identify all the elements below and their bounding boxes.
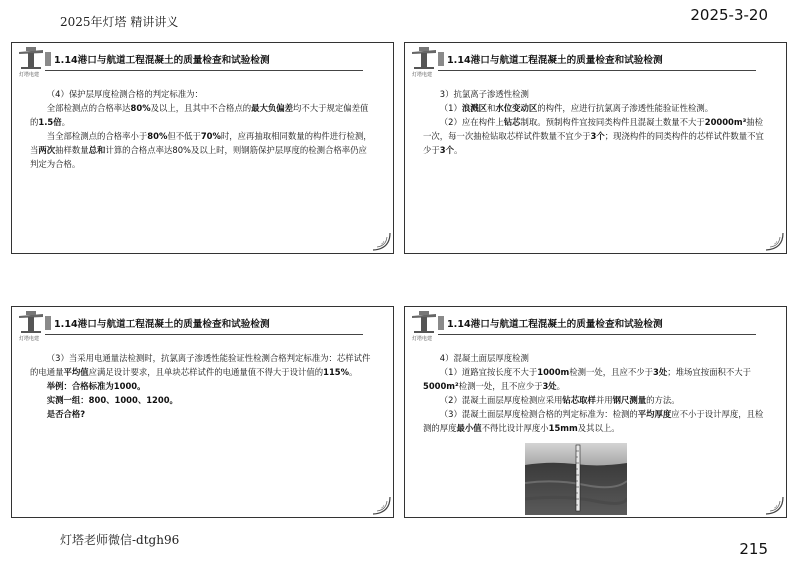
slide-2 bbox=[404, 42, 787, 254]
lighthouse-logo-icon bbox=[410, 310, 438, 344]
paragraph bbox=[30, 393, 375, 407]
text-run: （1） bbox=[439, 103, 462, 113]
logo-text: 灯塔电建 bbox=[19, 336, 40, 342]
page-curl-icon bbox=[369, 229, 391, 251]
text-run: （4）保护层厚度检测合格的判定标准为： bbox=[46, 89, 203, 99]
text-run: 钻芯取样 bbox=[562, 395, 596, 405]
text-run: （3）当采用电通量法检测时，抗氯离子渗透性能验证性检测合格判定标准为：芯样试件的电通量 bbox=[30, 353, 371, 377]
text-run: 。 bbox=[61, 117, 70, 127]
text-run: （3）混凝土面层厚度检测合格的判定标准为：检测的 bbox=[439, 409, 638, 419]
text-run: 应满足设计要求，且单块芯样试件的电通量值不得大于设计值的 bbox=[88, 367, 324, 377]
text-run: 和 bbox=[487, 103, 496, 113]
text-run: 平均值 bbox=[63, 367, 89, 377]
title-underline bbox=[45, 334, 363, 335]
text-run: （1）道路宜按长度不大于 bbox=[439, 367, 538, 377]
text-run: 钢尺测量 bbox=[612, 395, 647, 405]
slide-title: 1.14港口与航道工程混凝土的质量检查和试验检测 bbox=[447, 319, 663, 330]
paragraph bbox=[30, 379, 375, 393]
paragraph bbox=[423, 407, 768, 435]
lighthouse-logo-icon bbox=[17, 46, 45, 80]
logo-text: 灯塔电建 bbox=[412, 336, 433, 342]
slide-body bbox=[423, 87, 768, 157]
text-run: 两次 bbox=[38, 145, 56, 155]
text-run: 并用 bbox=[595, 395, 613, 405]
text-run: 应不小于设计厚度，且检测的厚度 bbox=[423, 409, 764, 433]
text-run: 3处 bbox=[542, 381, 557, 391]
text-run: 及以上，且其中不合格点的 bbox=[150, 103, 252, 113]
text-run: 1000m bbox=[537, 367, 570, 377]
page-header-date: 2025-3-20 bbox=[690, 6, 768, 24]
page-curl-icon bbox=[762, 229, 784, 251]
text-run: 3个 bbox=[590, 131, 605, 141]
paragraph bbox=[30, 407, 375, 421]
logo-text: 灯塔电建 bbox=[412, 72, 433, 78]
title-underline bbox=[45, 70, 363, 71]
title-accent-bar bbox=[438, 316, 444, 330]
text-run: （2）混凝土面层厚度检测应采用 bbox=[439, 395, 563, 405]
text-run: 当全部检测点的合格率小于 bbox=[46, 131, 148, 141]
text-run: 水位变动区 bbox=[495, 103, 538, 113]
text-run: 检测一处，且不应少于 bbox=[458, 381, 543, 391]
logo-text: 灯塔电建 bbox=[19, 72, 40, 78]
text-run: 20000m³ bbox=[704, 117, 747, 127]
text-run: 但不低于 bbox=[167, 131, 201, 141]
text-run: 15mm bbox=[548, 423, 578, 433]
text-run: 平均厚度 bbox=[637, 409, 672, 419]
title-accent-bar bbox=[438, 52, 444, 66]
page-curl-icon bbox=[369, 493, 391, 515]
slide-title: 1.14港口与航道工程混凝土的质量检查和试验检测 bbox=[54, 319, 270, 330]
title-accent-bar bbox=[45, 316, 51, 330]
paragraph bbox=[30, 129, 375, 171]
paragraph bbox=[423, 115, 768, 157]
text-run: 3处 bbox=[653, 367, 668, 377]
ruler-core-photo bbox=[525, 443, 627, 515]
text-run: 浪溅区 bbox=[461, 103, 488, 113]
text-run: 。 bbox=[349, 367, 358, 377]
title-accent-bar bbox=[45, 52, 51, 66]
text-run: 最小值 bbox=[456, 423, 482, 433]
paragraph bbox=[423, 393, 768, 407]
paragraph bbox=[30, 351, 375, 379]
title-underline bbox=[438, 334, 756, 335]
slide-4 bbox=[404, 306, 787, 518]
page-header-title: 2025年灯塔 精讲讲义 bbox=[60, 15, 179, 29]
text-run: 80% bbox=[130, 103, 151, 113]
text-run: 抽检一次，每一次抽检钻取芯样试件数量不宜少于 bbox=[423, 117, 764, 141]
text-run: 不得比设计厚度小 bbox=[481, 423, 549, 433]
text-run: 抽样数量 bbox=[55, 145, 89, 155]
text-run: 总和 bbox=[88, 145, 106, 155]
lighthouse-logo-icon bbox=[410, 46, 438, 80]
paragraph bbox=[423, 101, 768, 115]
text-run: 70% bbox=[200, 131, 221, 141]
paragraph bbox=[423, 351, 768, 365]
footer-contact: 灯塔老师微信-dtgh96 bbox=[60, 533, 180, 547]
text-run: ；堆场宜按面积不大于 bbox=[667, 367, 751, 377]
slide-3 bbox=[11, 306, 394, 518]
paragraph bbox=[30, 87, 375, 101]
text-run: 5000m² bbox=[423, 381, 459, 391]
text-run: 全部检测点的合格率达 bbox=[46, 103, 131, 113]
paragraph bbox=[423, 365, 768, 393]
text-run: 。 bbox=[453, 145, 463, 155]
text-run: 制取。预制构件宜按同类构件且混凝土数量不大于 bbox=[520, 117, 705, 127]
text-run: 的方法。 bbox=[646, 395, 680, 405]
text-run: （2）应在构件上 bbox=[439, 117, 504, 127]
slide-1 bbox=[11, 42, 394, 254]
slide-title: 1.14港口与航道工程混凝土的质量检查和试验检测 bbox=[54, 55, 270, 66]
text-run: 及其以上。 bbox=[577, 423, 620, 433]
title-underline bbox=[438, 70, 756, 71]
text-run: 是否合格? bbox=[46, 409, 86, 419]
paragraph bbox=[30, 101, 375, 129]
page-curl-icon bbox=[762, 493, 784, 515]
text-run: 计算的合格点率达80%及以上时，则钢筋保护层厚度的检测合格率仍应判定为合格。 bbox=[30, 145, 367, 169]
text-run: 4）混凝土面层厚度检测 bbox=[439, 353, 529, 363]
text-run: 80% bbox=[147, 131, 168, 141]
slide-body bbox=[30, 87, 375, 171]
text-run: 的构件，应进行抗氯离子渗透性能验证性检测。 bbox=[537, 103, 714, 113]
text-run: 1.5倍 bbox=[38, 117, 62, 127]
text-run: 钻芯 bbox=[503, 117, 521, 127]
text-run: 最大负偏差 bbox=[251, 103, 293, 113]
slide-title: 1.14港口与航道工程混凝土的质量检查和试验检测 bbox=[447, 55, 663, 66]
text-run: 时，应再抽取相同数量的构件进行检测，当 bbox=[30, 131, 372, 155]
text-run: 举例：合格标准为1000。 bbox=[46, 381, 146, 391]
text-run: 。 bbox=[556, 381, 566, 391]
text-run: 3个 bbox=[439, 145, 454, 155]
slide-body bbox=[423, 351, 768, 435]
paragraph bbox=[423, 87, 768, 101]
text-run: ；现浇构件的同类构件的芯样试件数量不宜少于 bbox=[423, 131, 764, 155]
text-run: 均不大于规定偏差值的 bbox=[30, 103, 369, 127]
text-run: 115% bbox=[323, 367, 349, 377]
text-run: 实测一组：800、1000、1200。 bbox=[46, 395, 178, 405]
text-run: 检测一处，且应不少于 bbox=[569, 367, 654, 377]
page-number: 215 bbox=[739, 540, 768, 558]
text-run: 3）抗氯离子渗透性检测 bbox=[439, 89, 529, 99]
lighthouse-logo-icon bbox=[17, 310, 45, 344]
slide-body bbox=[30, 351, 375, 421]
